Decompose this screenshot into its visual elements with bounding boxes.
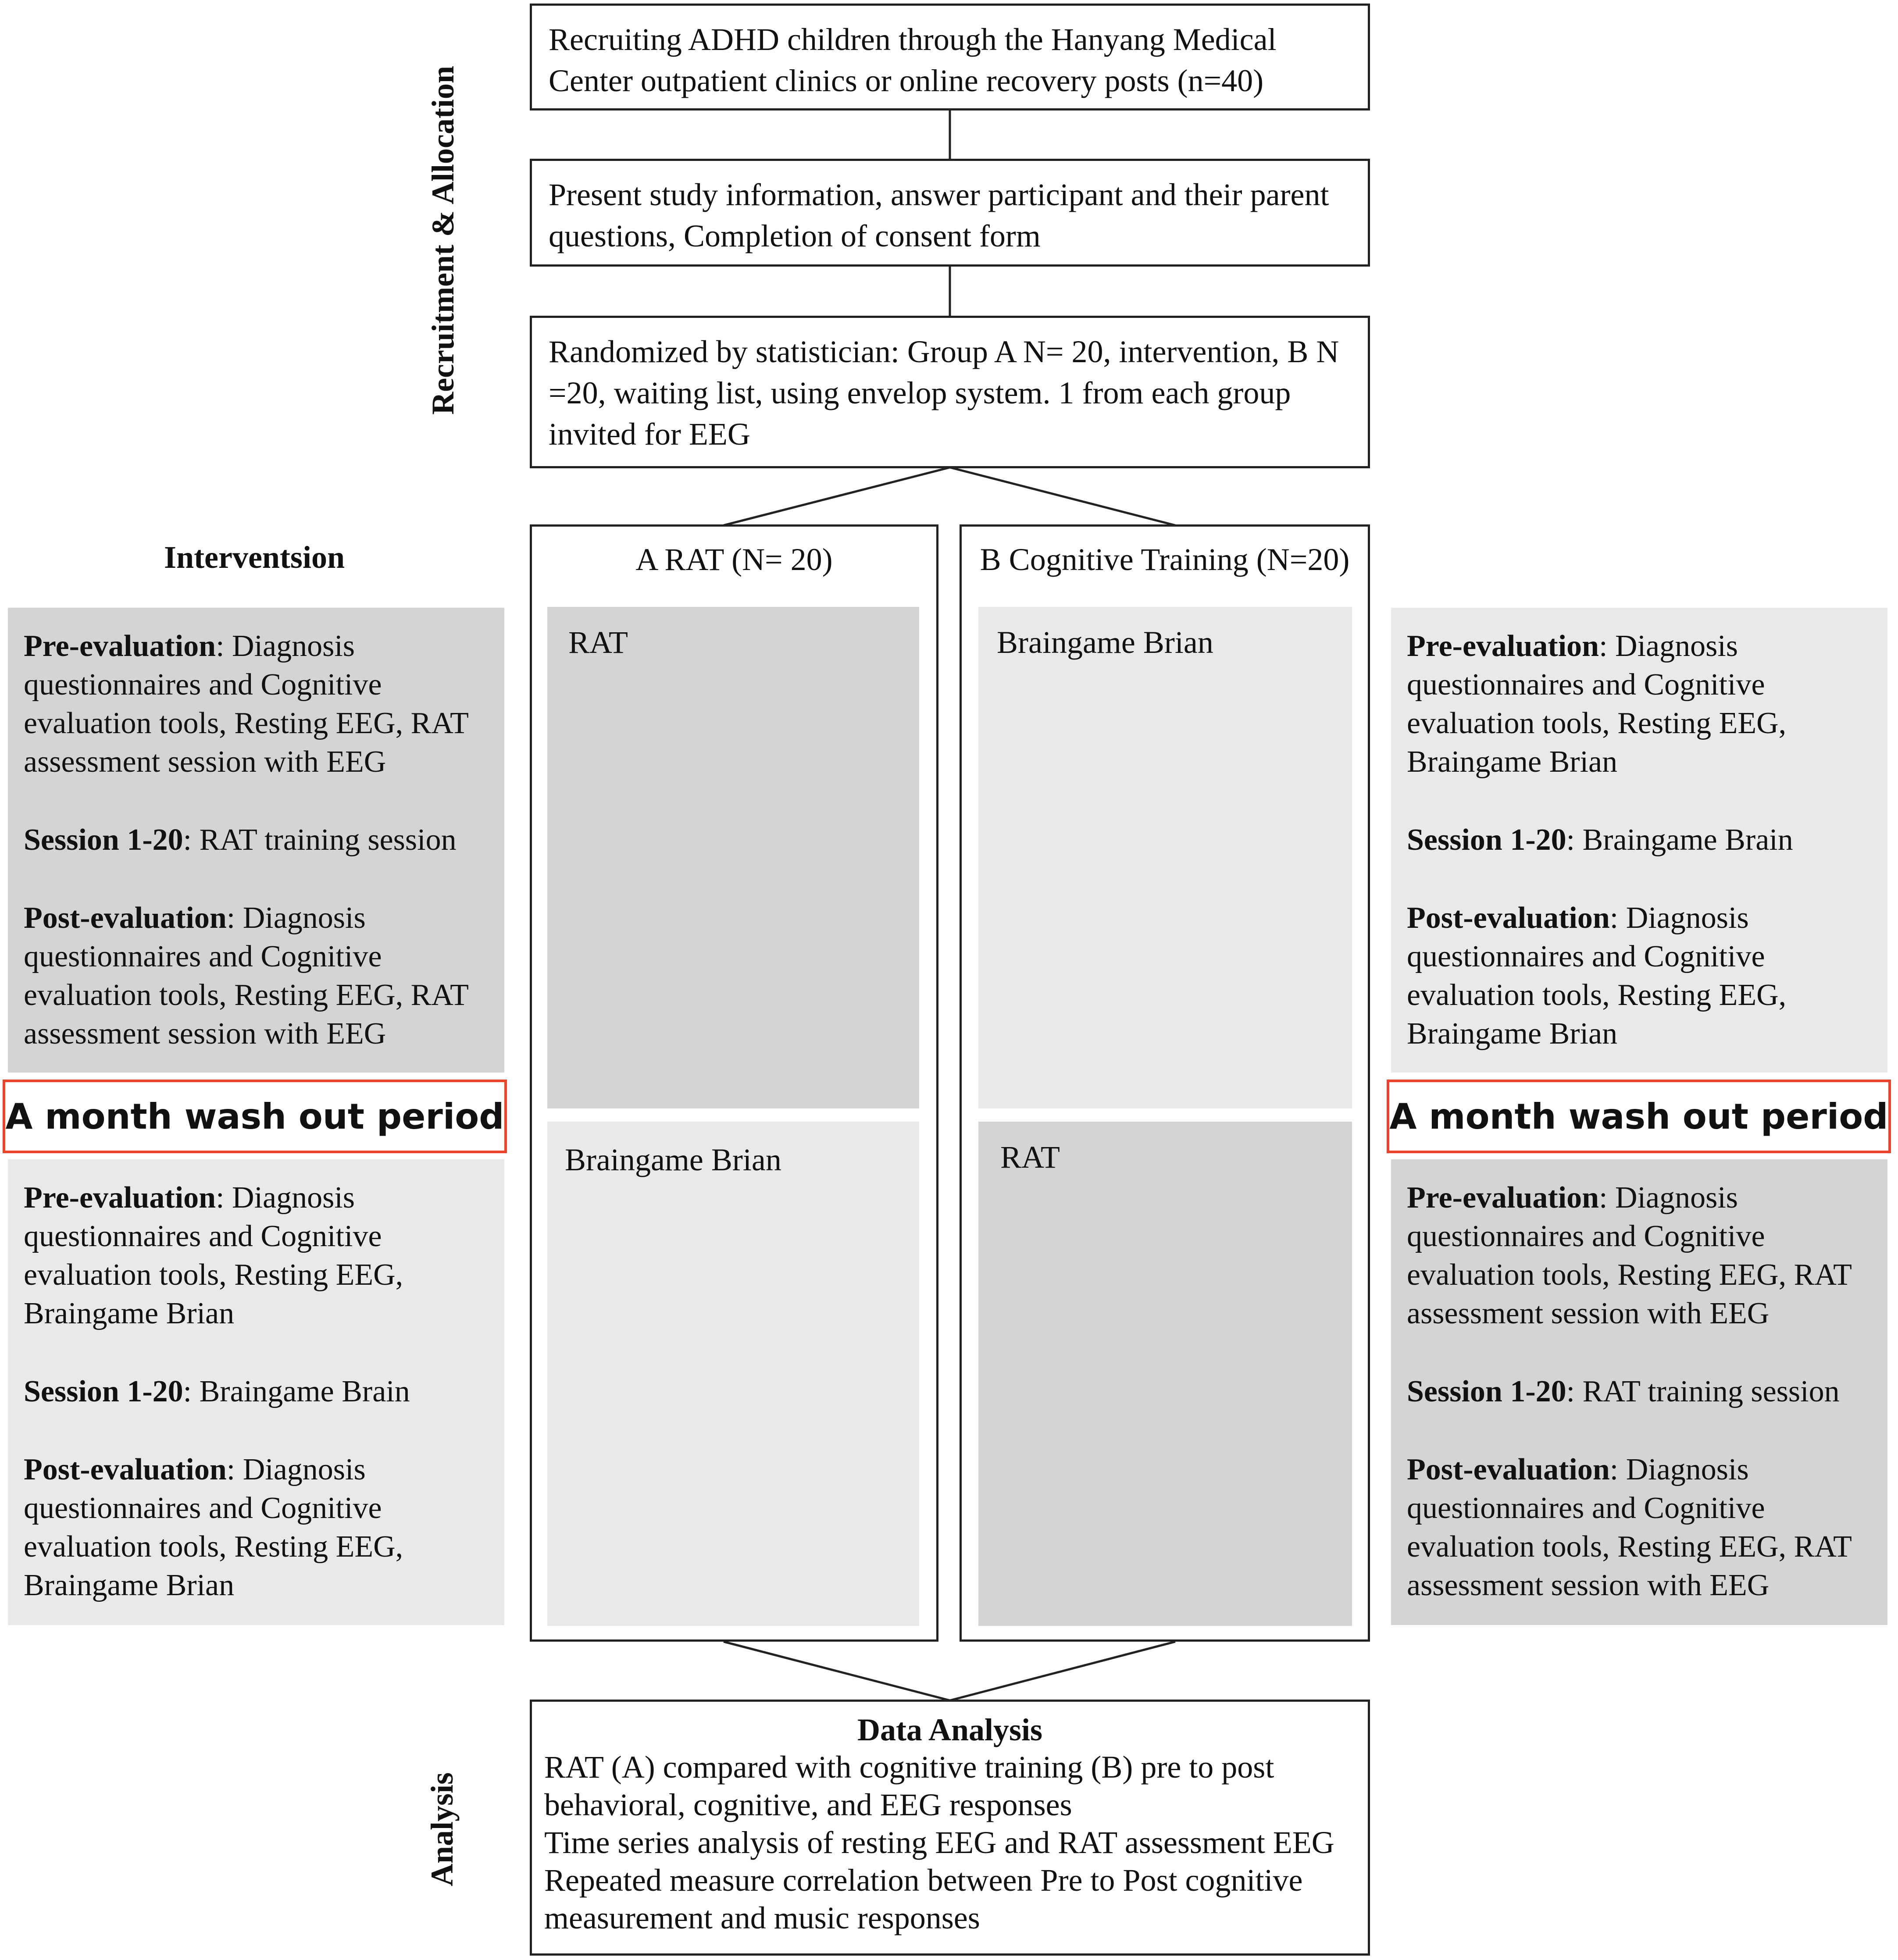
analysis-box — [530, 1700, 1370, 1956]
connector-split-b — [950, 467, 1175, 525]
group-a-column — [530, 524, 938, 1642]
right-top-post: Post-evaluation: Diagnosis questionnaires and Cognitive evaluation tools, Resting EEG, Braingame Brian — [1407, 901, 1787, 1051]
group-a-title: A RAT (N= 20) — [635, 542, 833, 577]
left-top-post: Post-evaluation: Diagnosis questionnaires and Cognitive evaluation tools, Resting EEG, RAT assessment session with EEG — [24, 901, 468, 1051]
group-a-phase2 — [547, 1122, 919, 1626]
group-b-phase1 — [978, 607, 1352, 1108]
analysis-line-3: Repeated measure correlation between Pre to Post cognitive measurement and music responses — [544, 1863, 1303, 1935]
left-bottom-session: Session 1-20: Braingame Brain — [24, 1375, 410, 1408]
group-b-column — [960, 524, 1370, 1642]
consent-text: Present study information, answer participant and their parent questions, Completion of consent form — [549, 177, 1329, 253]
consent-box — [530, 159, 1370, 267]
right-bottom-session: Session 1-20: RAT training session — [1407, 1375, 1840, 1408]
group-a-phase2-label: Braingame Brian — [565, 1142, 781, 1177]
left-top-pre: Pre-evaluation: Diagnosis questionnaires and Cognitive evaluation tools, Resting EEG, RAT assessment session with EEG — [24, 629, 468, 779]
group-b-phase2 — [978, 1122, 1352, 1626]
randomize-text: Randomized by statistician: Group A N= 20, intervention, B N =20, waiting list, using envelop system. 1 from each group invited for EEG — [549, 334, 1339, 452]
right-bottom-pre: Pre-evaluation: Diagnosis questionnaires and Cognitive evaluation tools, Resting EEG, RAT assessment session with EEG — [1407, 1181, 1852, 1330]
analysis-line-1: RAT (A) compared with cognitive training (B) pre to post behavioral, cognitive, and EEG responses — [544, 1750, 1274, 1822]
group-a-phase1-label: RAT — [568, 625, 628, 660]
group-b-title: B Cognitive Training (N=20) — [980, 542, 1350, 577]
right-panel-top — [1391, 608, 1887, 1073]
recruit-text: Recruiting ADHD children through the Hanyang Medical Center outpatient clinics or online recovery posts (n=40) — [549, 22, 1277, 98]
right-panel-bottom — [1391, 1159, 1887, 1625]
side-label-analysis: Analysis — [425, 1772, 460, 1887]
group-b-phase2-label: RAT — [1000, 1140, 1060, 1175]
connector-merge-a — [724, 1642, 950, 1700]
intervention-heading: Interventsion — [164, 540, 345, 575]
left-top-session: Session 1-20: RAT training session — [24, 823, 457, 857]
recruit-box — [530, 4, 1370, 110]
group-a-phase1 — [547, 607, 919, 1108]
left-bottom-post: Post-evaluation: Diagnosis questionnaires and Cognitive evaluation tools, Resting EEG, Braingame Brian — [24, 1453, 403, 1602]
analysis-title: Data Analysis — [857, 1712, 1043, 1747]
right-top-pre: Pre-evaluation: Diagnosis questionnaires and Cognitive evaluation tools, Resting EEG, Braingame Brian — [1407, 629, 1787, 779]
right-top-session: Session 1-20: Braingame Brain — [1407, 823, 1793, 857]
side-label-recruitment: Recruitment & Allocation — [425, 66, 460, 415]
randomize-box — [530, 316, 1370, 468]
left-panel-top — [8, 608, 504, 1073]
left-bottom-pre: Pre-evaluation: Diagnosis questionnaires and Cognitive evaluation tools, Resting EEG, Braingame Brian — [24, 1181, 403, 1330]
left-panel-bottom — [8, 1159, 504, 1625]
connector-split-a — [724, 467, 950, 525]
group-b-phase1-label: Braingame Brian — [997, 625, 1213, 660]
connector-merge-b — [950, 1642, 1175, 1700]
washout-right: A month wash out period — [1387, 1080, 1891, 1153]
washout-left: A month wash out period — [3, 1080, 507, 1153]
right-bottom-post: Post-evaluation: Diagnosis questionnaires and Cognitive evaluation tools, Resting EEG, RAT assessment session with EEG — [1407, 1453, 1852, 1602]
analysis-line-2: Time series analysis of resting EEG and RAT assessment EEG — [544, 1825, 1334, 1860]
